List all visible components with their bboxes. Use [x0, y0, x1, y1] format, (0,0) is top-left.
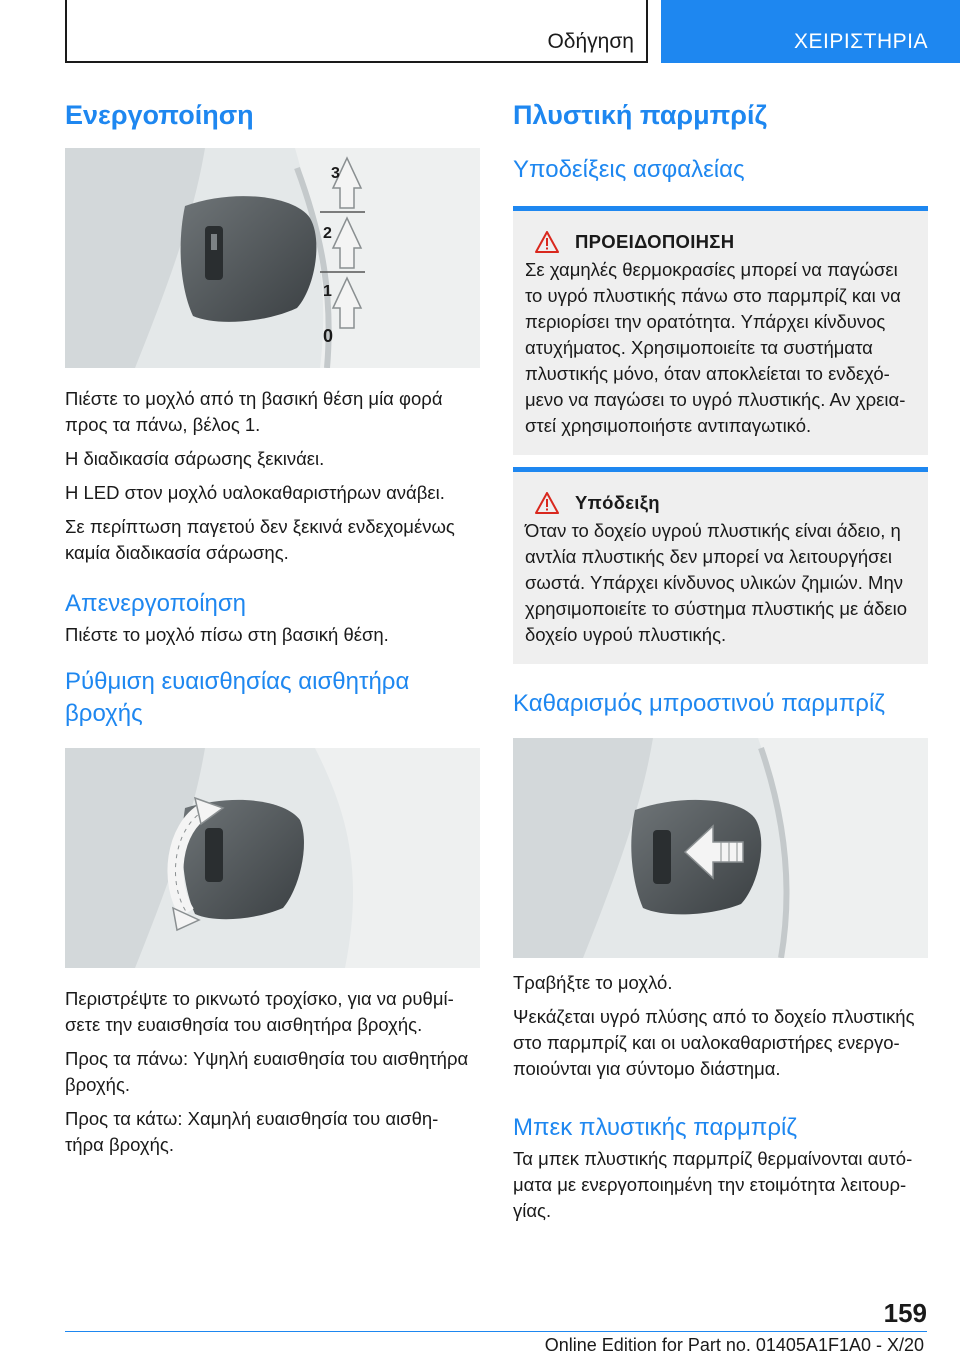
breadcrumb[interactable]: Οδήγηση — [547, 30, 634, 53]
section-tab[interactable] — [661, 0, 960, 63]
warning-triangle-icon — [535, 231, 559, 253]
figure-label-3: 3 — [331, 165, 340, 182]
warning-box — [513, 206, 928, 455]
washer-heading: Πλυστική παρμπρίζ — [513, 100, 767, 130]
wiper-lever-positions-figure — [65, 148, 480, 368]
warning-title: ΠΡΟΕΙΔΟΠΟΙΗΣΗ — [575, 231, 735, 252]
front-cleaning-heading: Καθαρισμός μπροστινού παρμπρίζ — [513, 690, 885, 717]
footer-divider — [65, 1331, 927, 1332]
sensitivity-text-3: Προς τα κάτω: Χαμηλή ευαισθησία του αισθη- τήρα βροχής. — [65, 1108, 439, 1155]
nozzles-text: Τα μπεκ πλυστικής παρμπρίζ θερμαίνονται αυτό- ματα με ενεργοποιημένη την ετοιμότητα λειτουρ- γίας. — [513, 1148, 913, 1221]
sensitivity-text-2: Προς τα πάνω: Υψηλή ευαισθησία του αισθητήρα βροχής. — [65, 1048, 469, 1095]
header-breadcrumb-box — [65, 0, 648, 63]
warning-text: Σε χαμηλές θερμοκρασίες μπορεί να παγώσει το υγρό πλυστικής πάνω στο παρμπρίζ και να περιορίσει την ορατότητα. Υπάρχει κίνδυνος ατυχήματος. Χρησιμοποιείτε τα συστήματα πλυστικής μόνο, όταν αποκλείεται το ενδεχό- μενο να παγώσει το υγρό πλυστικής. Αν χρεια- στεί χρησιμοποιήστε αντιπαγωτικό. — [525, 259, 906, 436]
right-column — [513, 98, 928, 1224]
front-cleaning-text-1: Τραβήξτε το μοχλό. — [513, 972, 673, 993]
rain-sensor-wheel-figure — [65, 748, 480, 968]
footer-edition: Online Edition for Part no. 01405A1F1A0 - X/20 — [544, 1335, 924, 1355]
activation-text-3: Η LED στον μοχλό υαλοκαθαριστήρων ανάβει. — [65, 482, 445, 503]
activation-text-1: Πιέστε το μοχλό από τη βασική θέση μία φορά προς τα πάνω, βέλος 1. — [65, 388, 443, 435]
left-column — [65, 98, 480, 1158]
notice-text: Όταν το δοχείο υγρού πλυστικής είναι άδειο, η αντλία πλυστικής δεν μπορεί να λειτουργήσει σωστά. Υπάρχει κίνδυνος υλικών ζημιών. Μην χρησιμοποιείτε το σύστημα πλυστικής με άδειο δοχείο υγρού πλυστικής. — [525, 520, 908, 645]
activation-text-4: Σε περίπτωση παγετού δεν ξεκινά ενδεχομένως καμία διαδικασία σάρωσης. — [65, 516, 455, 563]
figure-label-1: 1 — [323, 283, 332, 300]
section-tab-label: ΧΕΙΡΙΣΤΗΡΙΑ — [793, 30, 928, 53]
sensitivity-heading: Ρύθμιση ευαισθησίας αισθητήρα βροχής — [65, 668, 410, 727]
notice-title: Υπόδειξη — [575, 492, 660, 513]
sensitivity-text-1: Περιστρέψτε το ρικνωτό τροχίσκο, για να ρυθμί- σετε την ευαισθησία του αισθητήρα βροχής. — [65, 988, 454, 1035]
safety-notes-heading: Υποδείξεις ασφαλείας — [513, 156, 745, 183]
deactivation-text: Πιέστε το μοχλό πίσω στη βασική θέση. — [65, 624, 389, 645]
front-cleaning-text-2: Ψεκάζεται υγρό πλύσης από το δοχείο πλυστικής στο παρμπρίζ και οι υαλοκαθαριστήρες ενεργο- ποιούνται για σύντομο διάστημα. — [513, 1006, 915, 1079]
warning-triangle-icon — [535, 492, 559, 514]
wiper-lever-pull-figure — [513, 738, 928, 958]
figure-label-0: 0 — [323, 326, 334, 346]
notice-box — [513, 467, 928, 664]
nozzles-heading: Μπεκ πλυστικής παρμπρίζ — [513, 1114, 797, 1141]
activation-heading: Ενεργοποίηση — [65, 100, 254, 130]
page-number: 159 — [883, 1298, 927, 1328]
arrow-up-icon — [333, 158, 361, 328]
activation-text-2: Η διαδικασία σάρωσης ξεκινάει. — [65, 448, 325, 469]
figure-label-2: 2 — [323, 225, 332, 242]
deactivation-heading: Απενεργοποίηση — [65, 590, 247, 617]
